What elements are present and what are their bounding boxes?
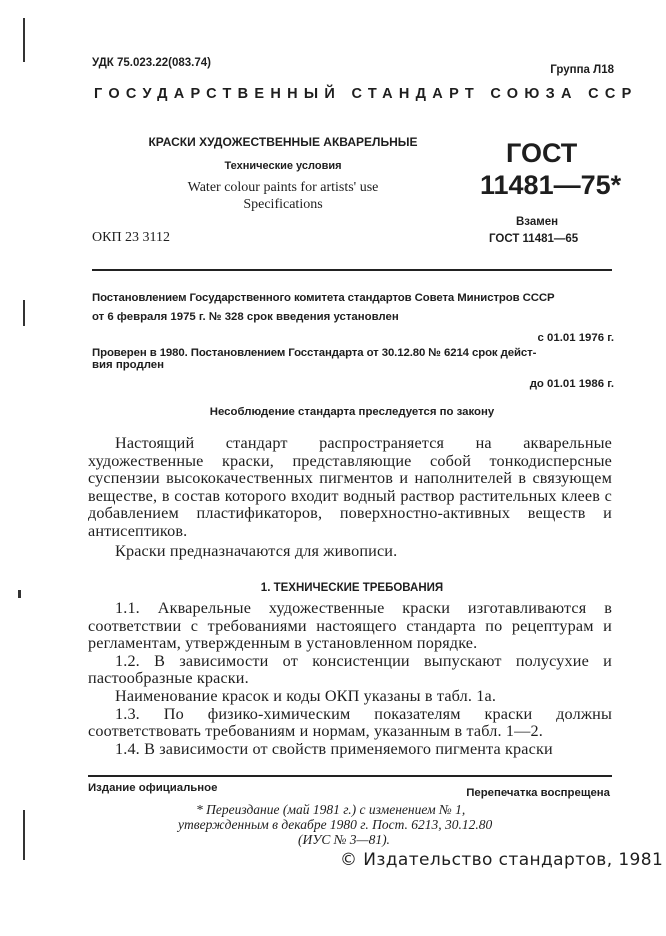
document-subtitle-ru: Технические условия [224, 160, 342, 172]
clause-1-3: 1.3. По физико-химическим показателям краски должны соответствовать требованиям и нормам, указанным в табл. 1—2. [88, 704, 612, 741]
official-edition: Издание официальное [88, 782, 218, 794]
intro-text [88, 435, 612, 560]
effective-date: с 01.01 1976 г. [537, 332, 614, 344]
gost-label: ГОСТ [506, 138, 578, 168]
state-standard-banner: ГОСУДАРСТВЕННЫЙ СТАНДАРТ СОЮЗА ССР [94, 86, 638, 102]
decree-line-1: Постановлением Государственного комитета стандартов Совета Министров СССР [92, 292, 555, 304]
margin-mark [23, 18, 25, 62]
extended-date: до 01.01 1986 г. [529, 378, 614, 390]
udk-code: УДК 75.023.22(083.74) [92, 57, 211, 69]
okp-code: ОКП 23 3112 [92, 230, 171, 245]
reissue-line-3: (ИУС № 3—81). [298, 832, 390, 847]
decree-line-2: от 6 февраля 1975 г. № 328 срок введения установлен [92, 311, 399, 323]
clause-1-2-tables: Наименование красок и коды ОКП указаны в табл. 1а. [115, 686, 497, 705]
intro-paragraph-2: Краски предназначаются для живописи. [115, 541, 398, 560]
document-subtitle-en: Specifications [243, 197, 323, 212]
replaces-label: Взамен [516, 216, 559, 228]
document-title-ru: КРАСКИ ХУДОЖЕСТВЕННЫЕ АКВАРЕЛЬНЫЕ [148, 135, 418, 149]
margin-mark [23, 300, 25, 326]
clause-1-2: 1.2. В зависимости от консистенции выпускают полусухие и пастообразные краски. [88, 651, 612, 688]
divider [92, 269, 612, 271]
intro-paragraph-1: Настоящий стандарт распространяется на акварельные художественные краски, представляющие собой тонкодисперсные суспензии высококачественных пигментов и наполнителей в связующем веществе, в состав которого входит водный раствор растительных клеев с добавлением пластификаторов, поверхностно-активных веществ и антисептиков. [88, 434, 612, 540]
gost-number: 11481—75* [480, 170, 622, 200]
clause-1-4: 1.4. В зависимости от свойств применяемого пигмента краски [115, 739, 553, 758]
checked-line-2: вия продлен [92, 359, 164, 371]
law-notice: Несоблюдение стандарта преследуется по закону [209, 406, 495, 418]
margin-mark [18, 590, 21, 598]
replaces-number: ГОСТ 11481—65 [489, 233, 579, 245]
reprint-forbidden: Перепечатка воспрещена [466, 787, 610, 799]
reissue-line-2: утвержденным в декабре 1980 г. Пост. 6213, 30.12.80 [178, 817, 493, 832]
margin-mark [23, 810, 25, 860]
reissue-line-1: * Переиздание (май 1981 г.) с изменением № 1, [196, 802, 466, 817]
document-title-en: Water colour paints for artists' use [187, 180, 379, 195]
footer-divider [88, 775, 612, 777]
section-1-heading: 1. ТЕХНИЧЕСКИЕ ТРЕБОВАНИЯ [260, 582, 444, 594]
clause-1-1: 1.1. Акварельные художественные краски изготавливаются в соответствии с требованиями настоящего стандарта по рецептурам и регламентам, утвержденным в установленном порядке. [88, 599, 612, 653]
checked-line-1: Проверен в 1980. Постановлением Госстандарта от 30.12.80 № 6214 срок дейст- [92, 347, 537, 359]
section-1-text [88, 600, 612, 758]
group-code: Группа Л18 [550, 64, 614, 76]
copyright: © Издательство стандартов, 1981 [340, 850, 664, 870]
